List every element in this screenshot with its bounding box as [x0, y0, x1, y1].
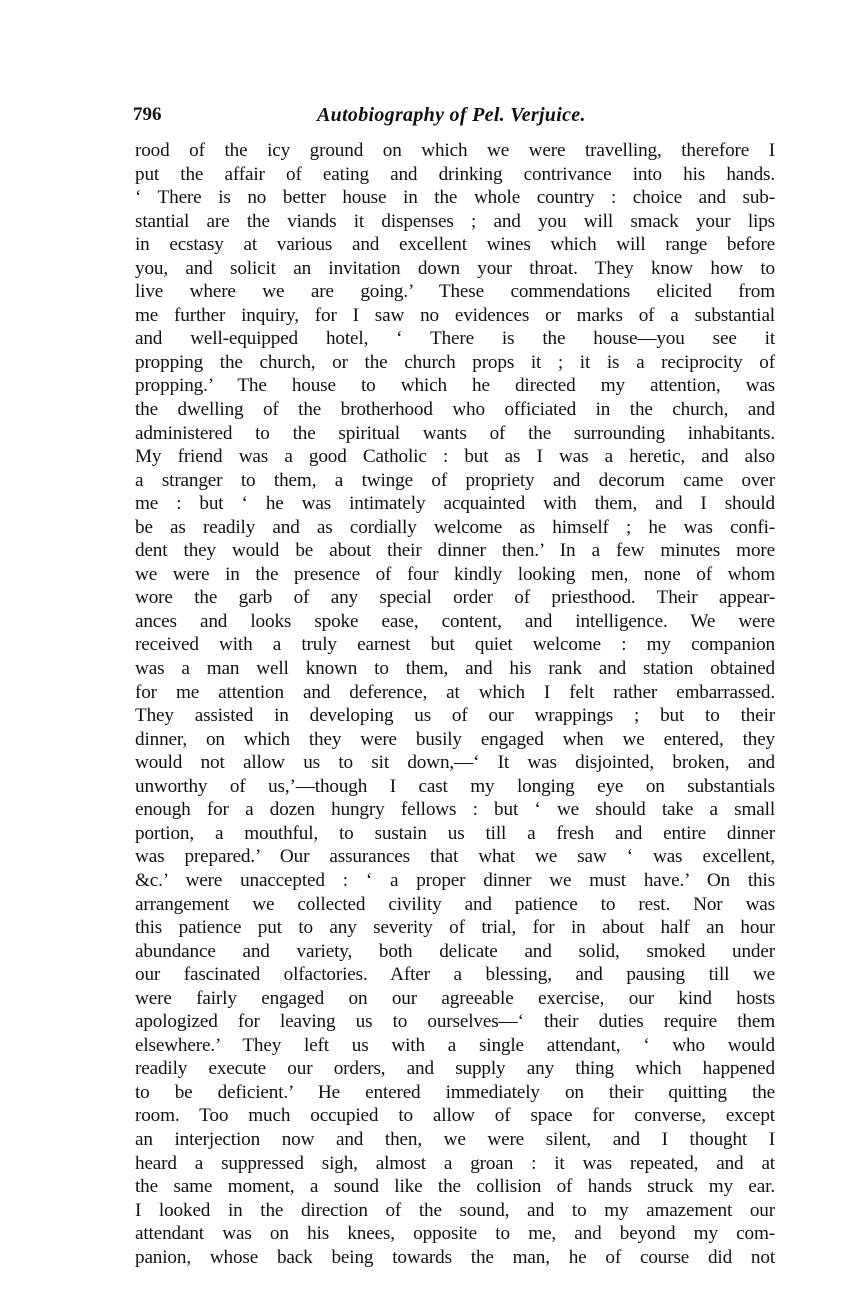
text-line: elsewhere.’ They left us with a single attendant, ‘ who would — [135, 1034, 775, 1056]
text-line: enough for a dozen hungry fellows : but ‘ we should take a small — [135, 799, 775, 821]
text-line: room. Too much occupied to allow of space for converse, except — [135, 1105, 775, 1127]
text-line: readily execute our orders, and supply any thing which happened — [135, 1058, 775, 1080]
text-line: propping.’ The house to which he directed my attention, was — [135, 375, 775, 397]
text-line: arrangement we collected civility and patience to rest. Nor was — [135, 893, 775, 915]
text-line: an interjection now and then, we were silent, and I thought I — [135, 1128, 775, 1150]
text-line: attendant was on his knees, opposite to me, and beyond my com- — [135, 1223, 775, 1245]
text-line: stantial are the viands it dispenses ; and you will smack your lips — [135, 210, 775, 232]
text-line: would not allow us to sit down,—‘ It was disjointed, broken, and — [135, 752, 775, 774]
text-line: was prepared.’ Our assurances that what we saw ‘ was excellent, — [135, 846, 775, 868]
text-line: administered to the spiritual wants of the surrounding inhabitants. — [135, 422, 775, 444]
running-head — [133, 104, 773, 130]
text-line: our fascinated olfactories. After a blessing, and pausing till we — [135, 964, 775, 986]
text-line: be as readily and as cordially welcome as himself ; he was confi- — [135, 516, 775, 538]
text-line: me : but ‘ he was intimately acquainted with them, and I should — [135, 493, 775, 515]
text-line: abundance and variety, both delicate and solid, smoked under — [135, 940, 775, 962]
text-line: ‘ There is no better house in the whole country : choice and sub- — [135, 187, 775, 209]
text-line: I looked in the direction of the sound, and to my amazement our — [135, 1199, 775, 1221]
text-line: we were in the presence of four kindly looking men, none of whom — [135, 563, 775, 585]
text-line: heard a suppressed sigh, almost a groan : it was repeated, and at — [135, 1152, 775, 1174]
text-line: unworthy of us,’—though I cast my longing eye on substantials — [135, 775, 775, 797]
text-line: me further inquiry, for I saw no evidences or marks of a substantial — [135, 304, 775, 326]
text-line: dinner, on which they were busily engaged when we entered, they — [135, 728, 775, 750]
text-line: My friend was a good Catholic : but as I was a heretic, and also — [135, 446, 775, 468]
text-line: you, and solicit an invitation down your throat. They know how to — [135, 257, 775, 279]
body-text — [135, 139, 775, 1269]
text-line: received with a truly earnest but quiet welcome : my companion — [135, 634, 775, 656]
running-title: Autobiography of Pel. Verjuice. — [317, 104, 586, 126]
text-line: apologized for leaving us to ourselves—‘ their duties require them — [135, 1011, 775, 1033]
text-line: rood of the icy ground on which we were travelling, therefore I — [135, 140, 775, 161]
text-line: They assisted in developing us of our wrappings ; but to their — [135, 705, 775, 727]
text-line: panion, whose back being towards the man, he of course did not — [135, 1246, 775, 1268]
text-line: ances and looks spoke ease, content, and intelligence. We were — [135, 610, 775, 632]
text-line: a stranger to them, a twinge of propriety and decorum came over — [135, 469, 775, 491]
text-line: and well-equipped hotel, ‘ There is the house—you see it — [135, 328, 775, 350]
text-line: the same moment, a sound like the collision of hands struck my ear. — [135, 1176, 775, 1198]
text-line: live where we are going.’ These commendations elicited from — [135, 281, 775, 303]
text-line: for me attention and deference, at which I felt rather embarrassed. — [135, 681, 775, 703]
text-line: in ecstasy at various and excellent wines which will range before — [135, 234, 775, 256]
text-line: &c.’ were unaccepted : ‘ a proper dinner we must have.’ On this — [135, 869, 775, 891]
text-line: this patience put to any severity of trial, for in about half an hour — [135, 917, 775, 939]
text-line: dent they would be about their dinner then.’ In a few minutes more — [135, 540, 775, 562]
text-line: portion, a mouthful, to sustain us till a fresh and entire dinner — [135, 822, 775, 844]
text-line: was a man well known to them, and his rank and station obtained — [135, 658, 775, 680]
page-number: 796 — [133, 104, 162, 125]
text-line: were fairly engaged on our agreeable exercise, our kind hosts — [135, 987, 775, 1009]
text-line: to be deficient.’ He entered immediately on their quitting the — [135, 1081, 775, 1103]
text-line: the dwelling of the brotherhood who officiated in the church, and — [135, 399, 775, 421]
text-line: wore the garb of any special order of priesthood. Their appear- — [135, 587, 775, 609]
text-line: propping the church, or the church props it ; it is a reciprocity of — [135, 351, 775, 373]
text-line: put the affair of eating and drinking contrivance into his hands. — [135, 163, 775, 185]
